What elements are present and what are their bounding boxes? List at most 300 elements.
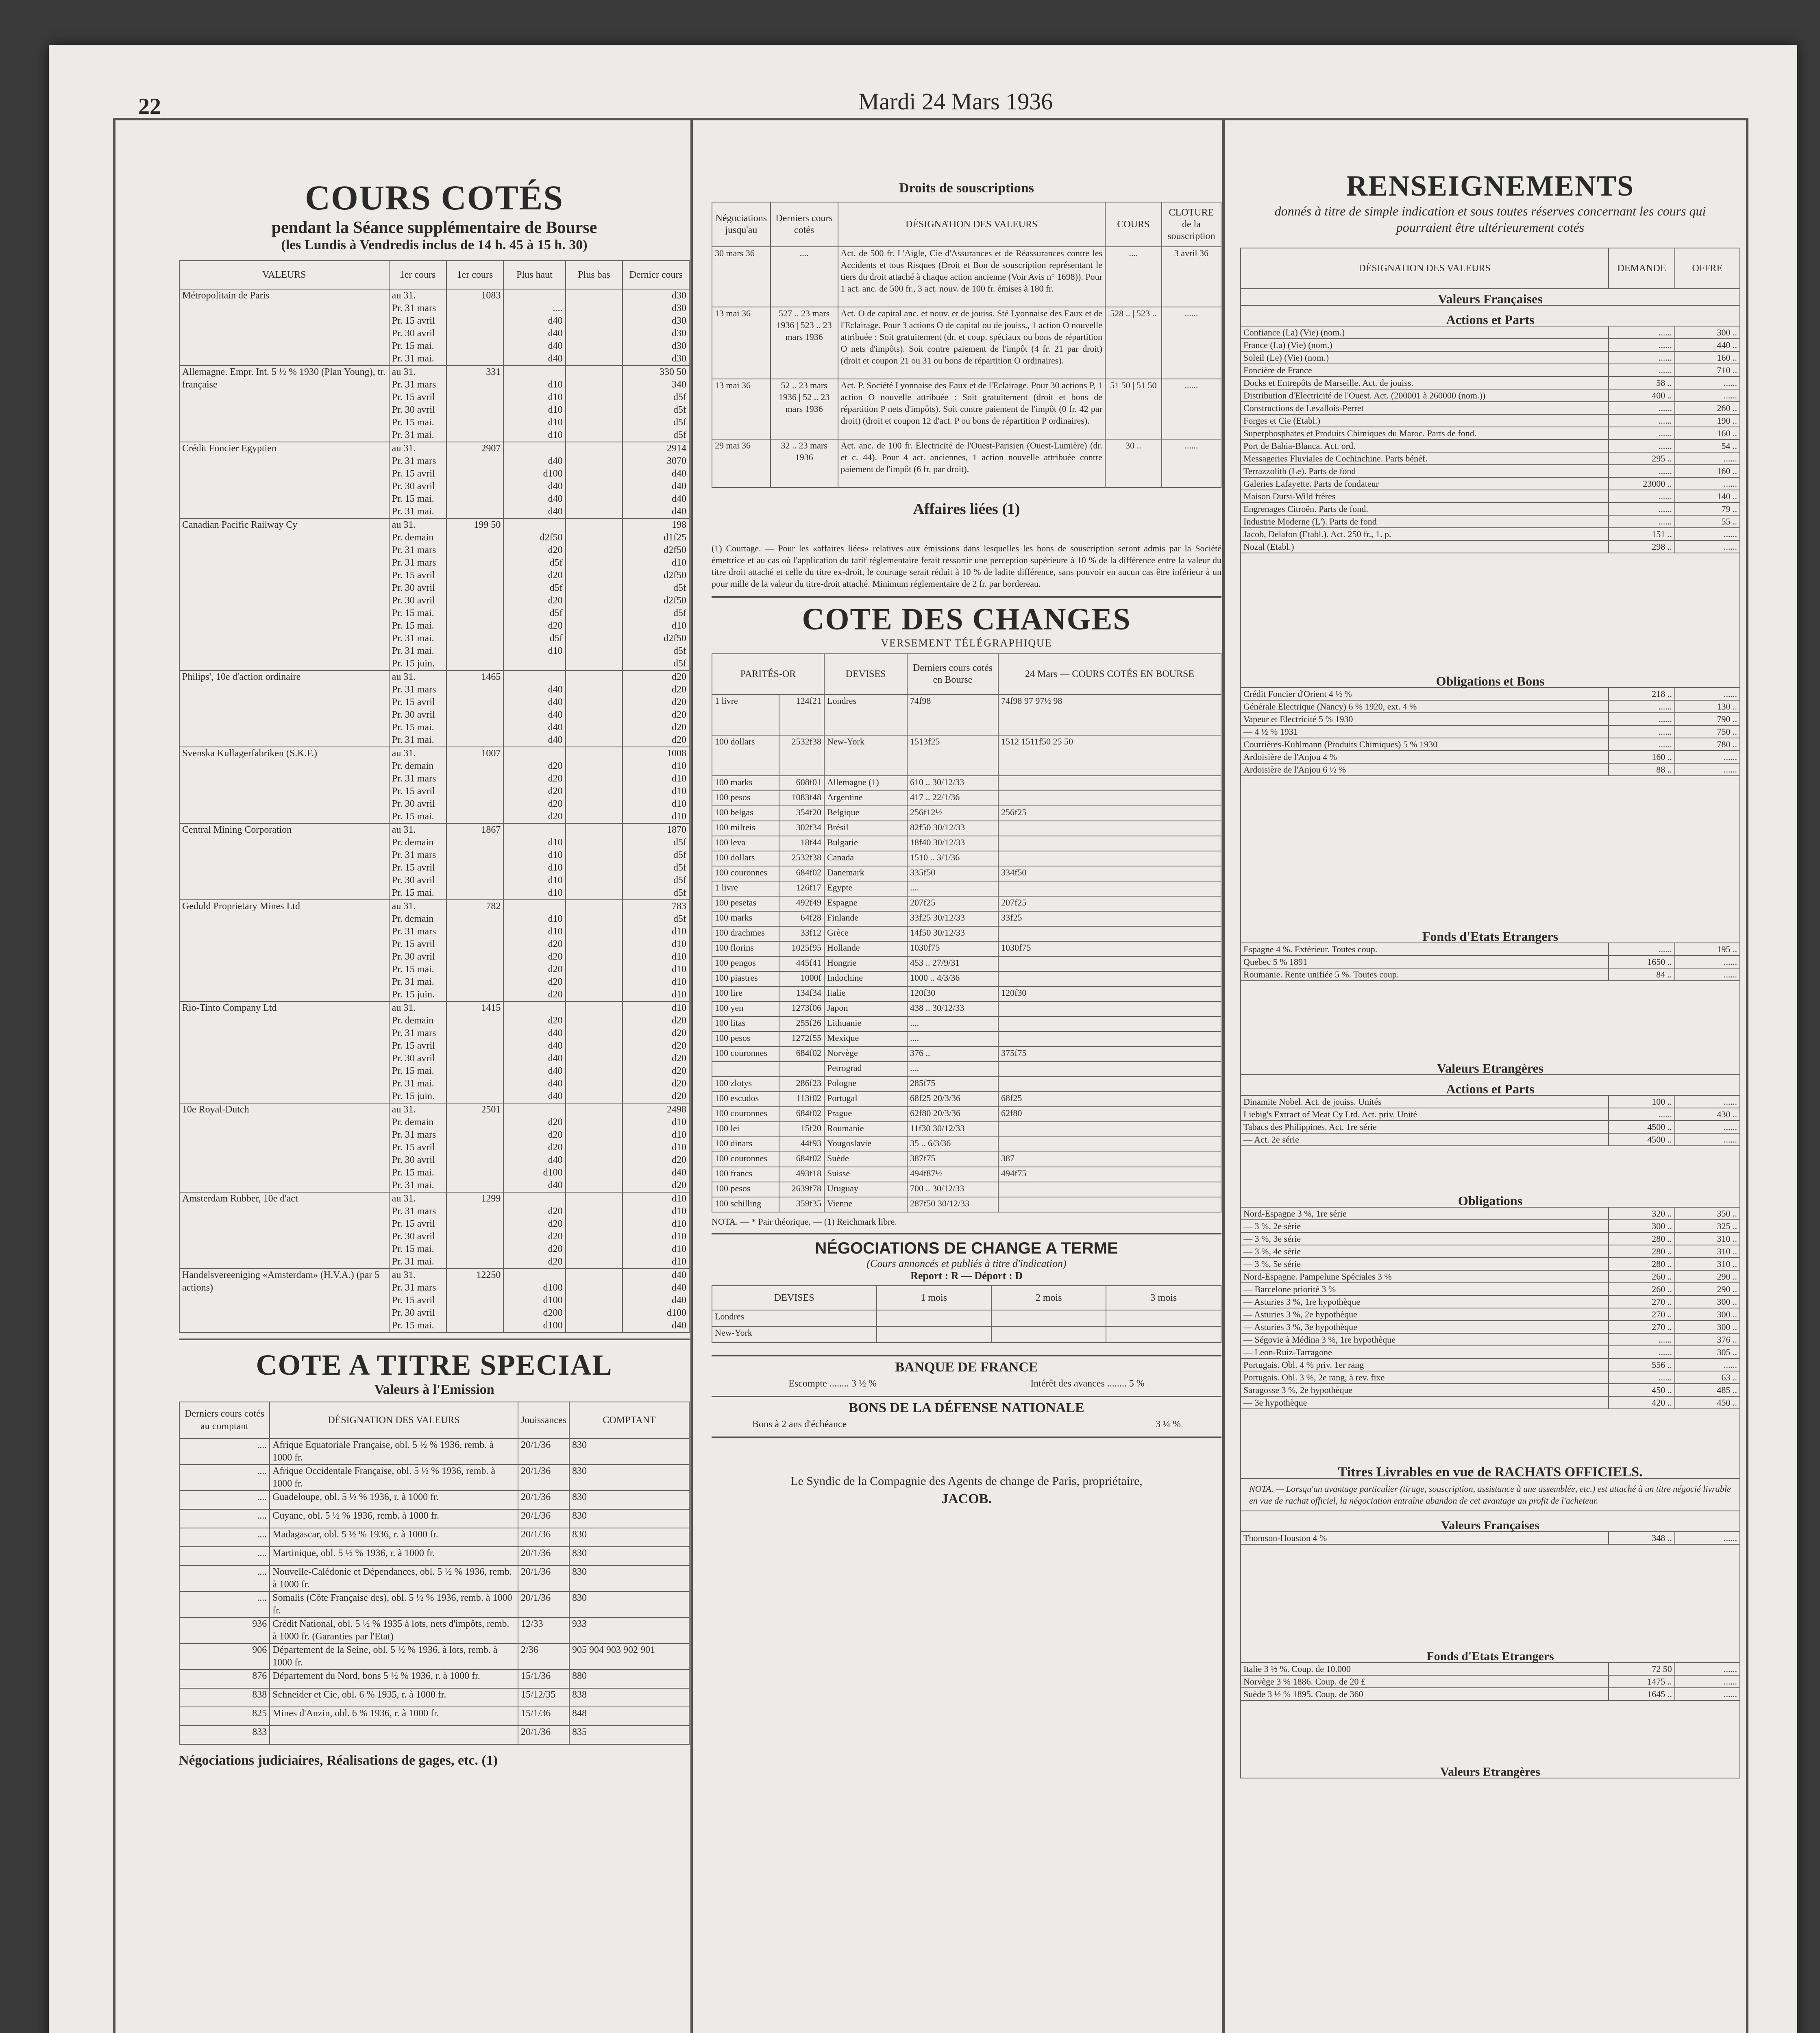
rens-row	[1241, 326, 1740, 339]
special-comptant: 830	[569, 1565, 689, 1591]
devise-cours	[998, 1062, 1221, 1077]
cs-col-comptant: COMPTANT	[569, 1402, 689, 1439]
rens-offre: 140 ..	[1675, 490, 1740, 503]
rens-name: Italie 3 ½ %. Coup. de 10.000	[1241, 1663, 1609, 1675]
term-label: au 31.	[392, 443, 416, 454]
rens-row	[1241, 503, 1740, 515]
rens-row	[1241, 1346, 1740, 1358]
rens-name: Saragosse 3 %, 2e hypothèque	[1241, 1384, 1609, 1396]
term-label: Pr. 15 avril	[392, 1295, 435, 1306]
last-value: d20	[672, 735, 686, 745]
section-row	[1241, 981, 1740, 1075]
ch-col-cours: 24 Mars — COURS COTÉS EN BOURSE	[998, 654, 1221, 694]
section-title: Valeurs Françaises	[1241, 1511, 1740, 1532]
devise-name: Danemark	[824, 866, 907, 881]
rs-col-name: DÉSIGNATION DES VALEURS	[1241, 248, 1609, 289]
escompte-label: Escompte	[788, 1378, 827, 1389]
special-last: ....	[179, 1439, 270, 1465]
rens-name: Confiance (La) (Vie) (nom.)	[1241, 326, 1609, 339]
term-label: Pr. 31 mai.	[392, 506, 434, 517]
high-value: d20	[548, 811, 563, 822]
parite-value: 1272f55	[779, 1032, 824, 1047]
rens-name: Industrie Moderne (L'). Parts de fond	[1241, 515, 1609, 528]
devise-cours: 375f75	[998, 1047, 1221, 1062]
bons-label: Bons à 2 ans d'échéance	[752, 1419, 847, 1430]
term-label: Pr. 30 avril	[392, 1053, 435, 1064]
high-value: d40	[548, 328, 563, 339]
rens-demande: 280 ..	[1609, 1232, 1674, 1245]
section-title: Actions et Parts	[1241, 1075, 1740, 1095]
devise-cours: 207f25	[998, 896, 1221, 911]
term-label: Pr. 15 mai.	[392, 964, 434, 975]
last-value: d10	[672, 1219, 686, 1229]
term-label: Pr. 15 avril	[392, 862, 435, 873]
tm-row-londres: Londres	[712, 1310, 877, 1326]
last-value: d5f	[673, 875, 686, 886]
devise-last: 68f25 20/3/36	[907, 1092, 998, 1107]
escompte-value: 3 ½ %	[851, 1378, 877, 1389]
parite-value: 126f17	[779, 881, 824, 896]
term-label: Pr. 15 juin.	[392, 989, 435, 1000]
high-value: d10	[548, 430, 563, 440]
special-last: ....	[179, 1465, 270, 1491]
special-row	[179, 1669, 689, 1688]
last-value: d20	[672, 722, 686, 733]
special-row	[179, 1591, 689, 1617]
last-value: d2f50	[664, 595, 686, 606]
parite-value: 2639f78	[779, 1182, 824, 1197]
devise-last: ....	[907, 1016, 998, 1032]
change-row	[712, 926, 1221, 941]
change-row	[712, 1001, 1221, 1016]
devise-last: ....	[907, 881, 998, 896]
special-name: Crédit National, obl. 5 ½ % 1935 à lots, nets d'impôts, remb. à 1000 fr. (Garanties par l'Etat)	[270, 1617, 518, 1643]
first-value: 782	[486, 901, 501, 912]
last-value: d20	[672, 1053, 686, 1064]
high-value: d40	[548, 710, 563, 720]
term-label: Pr. 15 mai.	[392, 1066, 434, 1076]
droits-title: Droits de souscriptions	[899, 181, 1034, 196]
devise-cours: 74f98 97 97½ 98	[998, 694, 1221, 735]
rens-name: Port de Bahia-Blanca. Act. ord.	[1241, 440, 1609, 452]
spacer	[506, 442, 562, 455]
rens-name: Messageries Fluviales de Cochinchine. Parts bénéf.	[1241, 452, 1609, 465]
rens-offre: 310 ..	[1675, 1232, 1740, 1245]
rens-name: — Asturies 3 %, 2e hypothèque	[1241, 1308, 1609, 1321]
term-label: Pr. 30 avril	[392, 1231, 435, 1242]
devise-last: 1030f75	[907, 941, 998, 956]
term-label: Pr. 31 mai.	[392, 430, 434, 440]
devise-name: Indochine	[824, 971, 907, 986]
devise-cours: 334f50	[998, 866, 1221, 881]
rens-row	[1241, 688, 1740, 700]
special-jouis: 2/36	[518, 1643, 569, 1669]
rule	[712, 1396, 1221, 1397]
rens-demande: 450 ..	[1609, 1384, 1674, 1396]
cours-row	[179, 366, 689, 442]
special-comptant: 830	[569, 1528, 689, 1547]
last-value: d2f50	[664, 570, 686, 581]
rens-offre: 190 ..	[1675, 414, 1740, 427]
rens-row	[1241, 452, 1740, 465]
rs-col-demande: DEMANDE	[1609, 248, 1674, 289]
parite-value: 255f26	[779, 1016, 824, 1032]
special-comptant: 838	[569, 1688, 689, 1707]
rens-demande: 72 50	[1609, 1663, 1674, 1675]
special-row	[179, 1509, 689, 1528]
special-comptant: 830	[569, 1491, 689, 1509]
last-value: d20	[672, 1091, 686, 1101]
rens-name: Docks et Entrepôts de Marseille. Act. de jouiss.	[1241, 377, 1609, 389]
rens-name: Forges et Cie (Etabl.)	[1241, 414, 1609, 427]
high-value: d40	[548, 316, 563, 326]
high-value: d40	[548, 506, 563, 517]
devise-last: 62f80 20/3/36	[907, 1107, 998, 1122]
high-value: d20	[548, 761, 563, 771]
cours-row	[179, 518, 689, 670]
devise-cours	[998, 836, 1221, 851]
last-cell	[623, 670, 689, 747]
devise-name: Suède	[824, 1152, 907, 1167]
devise-last: 1513f25	[907, 735, 998, 776]
devise-last: 610 .. 30/12/33	[907, 776, 998, 791]
term-label: Pr. 30 avril	[392, 481, 435, 492]
rens-name: Portugais. Obl. 4 % priv. 1er rang	[1241, 1358, 1609, 1371]
term-label: Pr. 15 avril	[392, 939, 435, 949]
devise-name: Lithuanie	[824, 1016, 907, 1032]
terms-cell	[389, 289, 446, 366]
parite-value: 286f23	[779, 1077, 824, 1092]
rens-demande: ......	[1609, 1346, 1674, 1358]
high-value: d10	[548, 417, 563, 428]
rens-row	[1241, 1371, 1740, 1384]
special-last: ....	[179, 1491, 270, 1509]
section-row	[1241, 776, 1740, 943]
droit-text: Act. de 500 fr. L'Aigle, Cie d'Assurances et de Réassurances contre les Accidents et tous Risques (Droit et Bon de souscription représentant le tiers du droit attaché à chaque action ancienne (Voir Avis n° 1698)). Pour 1 act. anc. de 500 fr., 3 act. nouv. de 100 fr. émises à 180 fr.	[838, 247, 1105, 307]
rens-name: Crédit Foncier d'Orient 4 ½ %	[1241, 688, 1609, 700]
rens-demande: 151 ..	[1609, 528, 1674, 540]
first-value: 1007	[481, 748, 501, 759]
rens-row	[1241, 1295, 1740, 1308]
droit-cours: ....	[1105, 247, 1162, 307]
rens-offre: ......	[1675, 1121, 1740, 1133]
last-value: d30	[672, 303, 686, 313]
term-label: Pr. 30 avril	[392, 799, 435, 809]
parite-value	[779, 1062, 824, 1077]
special-comptant: 905 904 903 902 901	[569, 1643, 689, 1669]
high-value: ....	[553, 303, 563, 313]
rens-demande: 1650 ..	[1609, 956, 1674, 968]
rens-demande: 218 ..	[1609, 688, 1674, 700]
last-value: 340	[672, 379, 686, 390]
high-cell	[503, 289, 565, 366]
rens-row	[1241, 1108, 1740, 1121]
high-value: d20	[548, 1015, 563, 1026]
term-label: Pr. 31 mai.	[392, 1256, 434, 1267]
col-low: Plus bas	[566, 261, 623, 289]
last-value: d40	[672, 481, 686, 492]
change-row	[712, 776, 1221, 791]
first-cell	[446, 900, 504, 1001]
special-name: Martinique, obl. 5 ½ % 1936, r. à 1000 fr.	[270, 1547, 518, 1565]
parite-value: 1025f95	[779, 941, 824, 956]
parite-value: 1083f48	[779, 791, 824, 806]
change-row	[712, 1152, 1221, 1167]
rens-offre: 160 ..	[1675, 351, 1740, 364]
parite-label: 100 francs	[712, 1167, 779, 1182]
special-row	[179, 1707, 689, 1726]
left-column	[179, 120, 690, 2033]
first-cell	[446, 442, 504, 518]
droit-last: 52 .. 23 mars 1936 | 52 .. 23 mars 1936	[771, 379, 838, 439]
rens-name: Norvège 3 % 1886. Coup. de 20 £	[1241, 1675, 1609, 1688]
valeur-name: Crédit Foncier Egyptien	[179, 442, 389, 518]
terms-cell	[389, 442, 446, 518]
terms-cell	[389, 670, 446, 747]
renseignements-table	[1240, 248, 1740, 1778]
rens-demande: ......	[1609, 1371, 1674, 1384]
rens-offre: ......	[1675, 1675, 1740, 1688]
first-cell	[446, 823, 504, 900]
high-value: d20	[548, 1256, 563, 1267]
special-jouis: 20/1/36	[518, 1591, 569, 1617]
devise-name: Portugal	[824, 1092, 907, 1107]
special-last: ....	[179, 1565, 270, 1591]
high-value: d40	[548, 1066, 563, 1076]
devise-name: Vienne	[824, 1197, 907, 1212]
special-row	[179, 1491, 689, 1509]
devise-cours	[998, 1077, 1221, 1092]
term-label: Pr. 15 mai.	[392, 1167, 434, 1178]
rens-demande: ......	[1609, 351, 1674, 364]
term-label: au 31.	[392, 290, 416, 301]
devise-cours	[998, 1016, 1221, 1032]
droit-date: 29 mai 36	[712, 439, 771, 488]
terms-cell	[389, 366, 446, 442]
last-value: d2f50	[664, 545, 686, 555]
rens-name: Tabacs des Philippines. Act. 1re série	[1241, 1121, 1609, 1133]
high-value: d20	[548, 773, 563, 784]
rens-name: Liebig's Extract of Meat Cy Ltd. Act. priv. Unité	[1241, 1108, 1609, 1121]
rens-row	[1241, 402, 1740, 414]
rens-demande: 4500 ..	[1609, 1121, 1674, 1133]
rens-offre: 300 ..	[1675, 1321, 1740, 1333]
last-value: d40	[672, 1320, 686, 1331]
column-divider-1	[690, 118, 693, 2033]
devise-name: Petrograd	[824, 1062, 907, 1077]
spacer	[506, 519, 562, 531]
high-value: d20	[548, 951, 563, 962]
term-label: Pr. 30 avril	[392, 951, 435, 962]
devise-cours: 68f25	[998, 1092, 1221, 1107]
last-value: d5f	[673, 888, 686, 898]
rens-row	[1241, 490, 1740, 503]
valeur-name: Métropolitain de Paris	[179, 289, 389, 366]
rens-offre: 376 ..	[1675, 1333, 1740, 1346]
rens-offre: 160 ..	[1675, 465, 1740, 477]
rens-demande: ......	[1609, 490, 1674, 503]
term-label: Pr. 31 mars	[392, 1028, 436, 1038]
affaires-liees: Affaires liées (1)	[913, 501, 1020, 518]
change-row	[712, 1077, 1221, 1092]
rens-name: Portugais. Obl. 3 %, 2e rang, à rev. fixe	[1241, 1371, 1609, 1384]
parite-value: 15f20	[779, 1122, 824, 1137]
rens-offre: ......	[1675, 688, 1740, 700]
avances-label: Intérêt des avances	[1030, 1378, 1105, 1389]
term-label: Pr. 30 avril	[392, 405, 435, 415]
first-cell	[446, 518, 504, 670]
rens-demande: 1645 ..	[1609, 1688, 1674, 1700]
rens-name: Nord-Espagne 3 %, 1re série	[1241, 1207, 1609, 1220]
devise-name: Londres	[824, 694, 907, 735]
rens-row	[1241, 339, 1740, 351]
devise-name: Bulgarie	[824, 836, 907, 851]
section-title: Valeurs Etrangères	[1241, 981, 1740, 1075]
section-title: Fonds d'Etats Etrangers	[1241, 776, 1740, 943]
rens-name: — 3 %, 2e série	[1241, 1220, 1609, 1232]
last-value: d30	[672, 328, 686, 339]
cote-special-title: COTE A TITRE SPECIAL	[256, 1349, 613, 1381]
high-value: d5f	[549, 633, 563, 644]
term-label: Pr. 30 avril	[392, 710, 435, 720]
term-label: Pr. 15 juin.	[392, 658, 435, 669]
first-value: 2501	[481, 1104, 501, 1115]
rens-offre: 130 ..	[1675, 700, 1740, 713]
ch-col-last: Derniers cours cotés en Bourse	[907, 654, 998, 694]
droit-cloture: ......	[1162, 439, 1221, 488]
rens-offre: ......	[1675, 389, 1740, 402]
devise-name: Japon	[824, 1001, 907, 1016]
droit-date: 13 mai 36	[712, 379, 771, 439]
rens-row	[1241, 1396, 1740, 1409]
cs-col-last: Derniers cours cotés au comptant	[179, 1402, 270, 1439]
term-label: Pr. 15 mai.	[392, 494, 434, 504]
valeur-name: Philips', 10e d'action ordinaire	[179, 670, 389, 747]
rens-row	[1241, 1220, 1740, 1232]
devise-last: 1000 .. 4/3/36	[907, 971, 998, 986]
low-cell	[566, 823, 623, 900]
rens-name: — 3 %, 5e série	[1241, 1258, 1609, 1270]
last-value: d2f50	[664, 633, 686, 644]
last-value: d10	[672, 1117, 686, 1128]
special-name: Somalis (Côte Française des), obl. 5 ½ % 1936, remb. à 1000 fr.	[270, 1591, 518, 1617]
high-value: d20	[548, 799, 563, 809]
rens-offre: 195 ..	[1675, 943, 1740, 956]
rens-name: — Asturies 3 %, 3e hypothèque	[1241, 1321, 1609, 1333]
high-value: d40	[548, 1180, 563, 1191]
last-value: d10	[672, 1142, 686, 1153]
last-value: d20	[672, 710, 686, 720]
high-value: d40	[548, 1053, 563, 1064]
rens-name: France (La) (Vie) (nom.)	[1241, 339, 1609, 351]
spacer	[506, 824, 562, 836]
droit-cloture: 3 avril 36	[1162, 247, 1221, 307]
high-value: d100	[543, 468, 563, 479]
devise-name: Suisse	[824, 1167, 907, 1182]
rens-row	[1241, 1258, 1740, 1270]
section-title: Actions et Parts	[1241, 305, 1740, 326]
parite-value: 1273f06	[779, 1001, 824, 1016]
term-label: Pr. 15 avril	[392, 570, 435, 581]
rens-offre: 450 ..	[1675, 1396, 1740, 1409]
rens-demande: ......	[1609, 427, 1674, 440]
term-label: Pr. demain	[392, 914, 434, 924]
term-label: Pr. 15 avril	[392, 316, 435, 326]
last-cell	[623, 1001, 689, 1103]
rens-demande: 23000 ..	[1609, 477, 1674, 490]
rens-demande: ......	[1609, 943, 1674, 956]
term-label: Pr. 30 avril	[392, 1308, 435, 1318]
rens-demande: 400 ..	[1609, 389, 1674, 402]
syndic-text: Le Syndic de la Compagnie des Agents de change de Paris, propriétaire,	[790, 1474, 1143, 1488]
droit-text: Act. O de capital anc. et nouv. et de jouiss. Sté Lyonnaise des Eaux et de l'Eclairage. Pour 3 actions O de capital ou de jouiss., 1 action O nouvelle attribuée : Soit gratuitement (dr. et coup. spéciaux ou bons de répartition O nets d'impôts). Soit contre paiement de l'impôt (4 fr. 21 par droit) (droit et coupon 21 ou 31 ou bons de répartition O ordinaires).	[838, 307, 1105, 379]
high-value: d40	[548, 1078, 563, 1089]
section-row	[1241, 289, 1740, 305]
parite-label: 1 livre	[712, 694, 779, 735]
high-value: d100	[543, 1167, 563, 1178]
parite-label: 100 dinars	[712, 1137, 779, 1152]
droit-row	[712, 307, 1221, 379]
col-last: Dernier cours	[623, 261, 689, 289]
cours-row	[179, 900, 689, 1001]
term-label: Pr. 15 avril	[392, 468, 435, 479]
devise-name: Hongrie	[824, 956, 907, 971]
high-value: d20	[548, 1219, 563, 1229]
rens-offre: ......	[1675, 540, 1740, 553]
rens-row	[1241, 968, 1740, 981]
high-value: d20	[548, 1117, 563, 1128]
high-value: d20	[548, 977, 563, 987]
high-value: d10	[548, 926, 563, 937]
spacer	[506, 671, 562, 683]
term-label: Pr. 15 mai.	[392, 1244, 434, 1254]
last-value: d5f	[673, 646, 686, 656]
parite-value: 492f49	[779, 896, 824, 911]
high-value: d40	[548, 494, 563, 504]
last-value: d20	[672, 672, 686, 682]
dr-col-date: Négociations jusqu'au	[712, 202, 771, 247]
special-row	[179, 1547, 689, 1565]
negociations-judiciaires: Négociations judiciaires, Réalisations de gages, etc. (1)	[179, 1753, 498, 1768]
high-value: d10	[548, 837, 563, 848]
term-label: Pr. 31 mai.	[392, 633, 434, 644]
term-label: au 31.	[392, 520, 416, 530]
devise-cours	[998, 776, 1221, 791]
devise-name: Norvège	[824, 1047, 907, 1062]
first-value: 1083	[481, 290, 501, 301]
term-label: Pr. 30 avril	[392, 1155, 435, 1165]
droit-text: Act. P. Société Lyonnaise des Eaux et de l'Eclairage. Pour 30 actions P, 1 action O nouvelle attribuée : Soit gratuitement (droit et bons de répartition P nets d'impôts). Soit contre paiement de l'impôt (0 fr. 42 par droit) (droit et coupon 12 d'act. P ou bons de répartition P ordinaires).	[838, 379, 1105, 439]
term-label: Pr. 15 mai.	[392, 620, 434, 631]
special-name: Mines d'Anzin, obl. 6 % 1936, r. à 1000 fr.	[270, 1707, 518, 1726]
term-label: Pr. demain	[392, 1117, 434, 1128]
high-value: d200	[543, 1308, 563, 1318]
rens-offre: 710 ..	[1675, 364, 1740, 377]
high-value: d40	[548, 1028, 563, 1038]
rens-name: — Barcelone priorité 3 %	[1241, 1283, 1609, 1295]
rens-name: — Asturies 3 %, 1re hypothèque	[1241, 1295, 1609, 1308]
rens-row	[1241, 713, 1740, 725]
term-label: Pr. 15 avril	[392, 1219, 435, 1229]
tm-row-newyork: New-York	[712, 1326, 877, 1343]
rens-name: Distribution d'Electricité de l'Ouest. Act. (200001 à 260000 (nom.))	[1241, 389, 1609, 402]
high-value: d100	[543, 1282, 563, 1293]
term-label: Pr. 31 mars	[392, 850, 436, 860]
change-row	[712, 836, 1221, 851]
low-cell	[566, 670, 623, 747]
term-label: au 31.	[392, 1193, 416, 1204]
change-row	[712, 1167, 1221, 1182]
